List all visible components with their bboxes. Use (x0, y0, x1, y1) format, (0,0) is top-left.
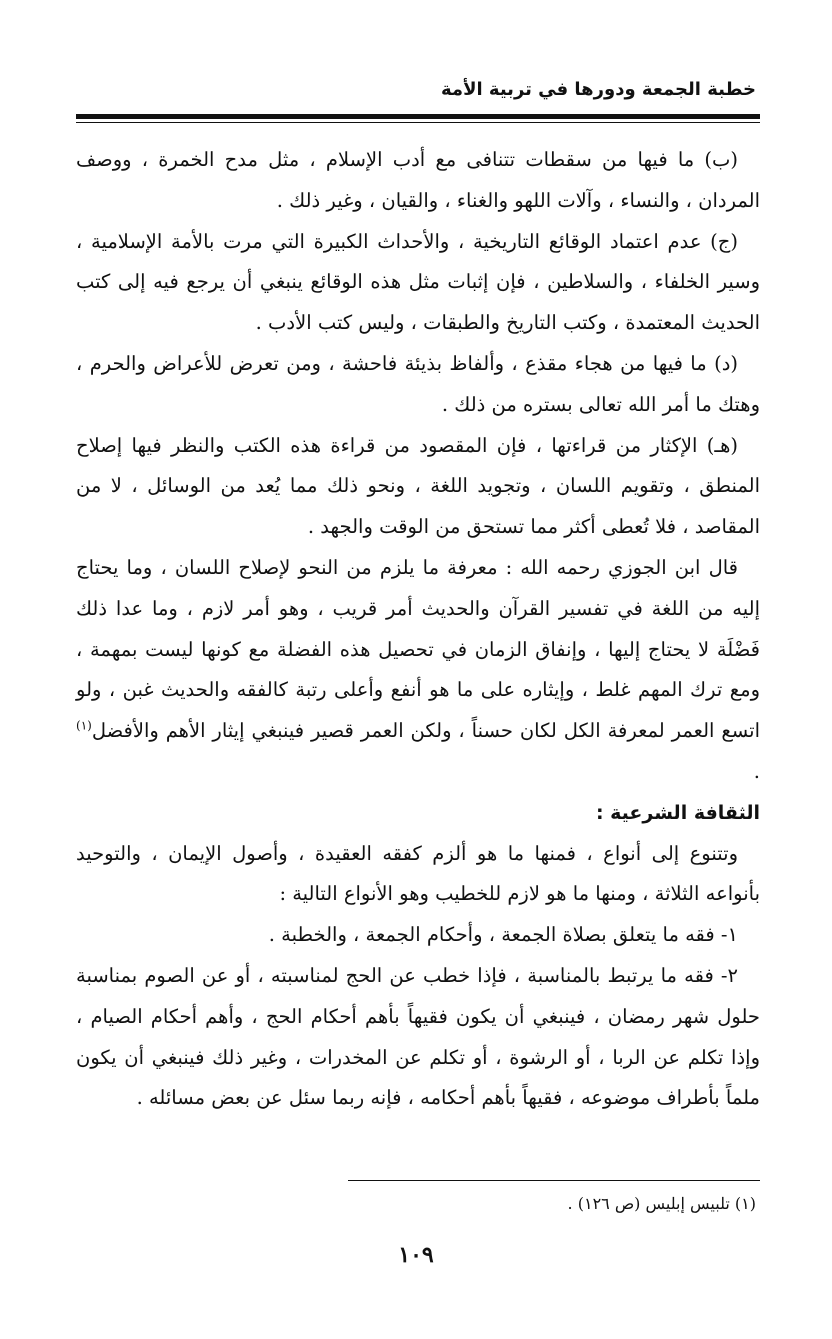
list-item: ٢- فقه ما يرتبط بالمناسبة ، فإذا خطب عن الحج لمناسبته ، أو عن الصوم بمناسبة حلول شهر رمضان ، فينبغي أن يكون فقيهاً بأهم أحكام الحج ، وأهم أحكام الصيام ، وإذا تكلم عن الربا ، أو الرشوة ، أو تكلم عن المخدرات ، وغير ذلك فينبغي أن يكون ملماً بأطراف موضوعه ، فقيهاً بأهم أحكامه ، فإنه ربما سئل عن بعض مسائله . (76, 963, 760, 1110)
footnote: (١) تلبيس إبليس (ص ١٢٦) . (567, 1194, 756, 1213)
section-heading: الثقافة الشرعية : (595, 801, 760, 824)
footnote-reference[interactable]: (١) (76, 718, 92, 733)
quote-paragraph (76, 548, 760, 793)
paragraph-d: (د) ما فيها من هجاء مقذع ، وألفاظ بذيئة فاحشة ، ومن تعرض للأعراض والحرم ، وهتك ما أمر الله تعالى بستره من ذلك . (76, 351, 760, 416)
paragraph-h: (هـ) الإكثار من قراءتها ، فإن المقصود من قراءة هذه الكتب والنظر فيها إصلاح المنطق ، وتقويم اللسان ، وتجويد اللغة ، ونحو ذلك مما يُعد من الوسائل ، لا من المقاصد ، فلا تُعطى أكثر مما تستحق من الوقت والجهد . (76, 433, 760, 539)
paragraph-j: (ج) عدم اعتماد الوقائع التاريخية ، والأحداث الكبيرة التي مرت بالأمة الإسلامية ، وسير الخلفاء ، والسلاطين ، فإن إثبات مثل هذه الوقائع ينبغي أن يرجع فيه إلى كتب الحديث المعتمدة ، وكتب التاريخ والطبقات ، وليس كتب الأدب . (76, 229, 760, 335)
page-number: ١٠٩ (398, 1242, 434, 1268)
quote-end: . (753, 759, 760, 783)
main-text (76, 140, 760, 1119)
header-rule-thin (76, 122, 760, 123)
paragraph-b: (ب) ما فيها من سقطات تتنافى مع أدب الإسلام ، مثل مدح الخمرة ، ووصف المردان ، والنساء ، وآلات اللهو والغناء ، والقيان ، وغير ذلك . (76, 148, 760, 212)
list-item: ١- فقه ما يتعلق بصلاة الجمعة ، وأحكام الجمعة ، والخطبة . (268, 923, 738, 947)
header-rule-thick (76, 114, 760, 119)
quote-text: قال ابن الجوزي رحمه الله : معرفة ما يلزم من النحو لإصلاح اللسان ، وما يحتاج إليه من اللغة في تفسير القرآن والحديث أمر قريب ، وهو أمر لازم ، وما عدا ذلك فَضْلَة لا يحتاج إليها ، وإنفاق الزمان في تحصيل هذه الفضلة مع كونها ليست بمهمة ، ومع ترك المهم غلط ، وإيثاره على ما هو أنفع وأعلى رتبة كالفقه والحديث غبن ، ولو اتسع العمر لمعرفة الكل لكان حسناً ، ولكن العمر قصير فينبغي إيثار الأهم والأفضل (76, 555, 760, 743)
running-head: خطبة الجمعة ودورها في تربية الأمة (441, 79, 756, 100)
footnote-divider (348, 1180, 760, 1181)
section-intro: وتتنوع إلى أنواع ، فمنها ما هو ألزم كفقه العقيدة ، وأصول الإيمان ، والتوحيد بأنواعه الثلاثة ، ومنها ما هو لازم للخطيب وهو الأنواع التالية : (76, 841, 760, 906)
